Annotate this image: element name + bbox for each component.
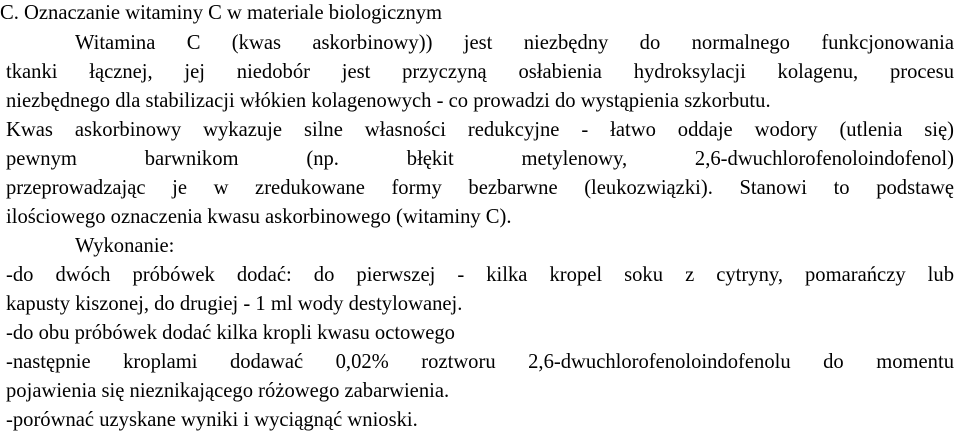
procedure-step-line: -porównać uzyskane wyniki i wyciągnąć wnioski. — [6, 409, 418, 431]
paragraph-line: ilościowego oznaczenia kwasu askorbinowego (witaminy C). — [6, 206, 512, 228]
procedure-step-line: -do dwóch próbówek dodać: do pierwszej - kilka kropel soku z cytryny, pomarańczy lub — [6, 264, 954, 286]
procedure-step-line: -następnie kroplami dodawać 0,02% roztworu 2,6-dwuchlorofenoloindofenolu do momentu — [6, 351, 954, 373]
procedure-step-line: pojawienia się nieznikającego różowego zabarwienia. — [6, 380, 450, 402]
paragraph-line: Kwas askorbinowy wykazuje silne własności redukcyjne - łatwo oddaje wodory (utlenia się) — [6, 119, 954, 141]
paragraph-line: niezbędnego dla stabilizacji włókien kolagenowych - co prowadzi do wystąpienia szkorbutu. — [6, 90, 771, 112]
section-heading: C. Oznaczanie witaminy C w materiale biologicznym — [0, 2, 443, 24]
paragraph-line: pewnym barwnikom (np. błękit metylenowy, 2,6-dwuchlorofenoloindofenol) — [6, 148, 954, 170]
paragraph-line: Witamina C (kwas askorbinowy)) jest niezbędny do normalnego funkcjonowania — [75, 32, 954, 54]
procedure-heading: Wykonanie: — [75, 235, 175, 257]
procedure-step-line: kapusty kiszonej, do drugiej - 1 ml wody destylowanej. — [6, 293, 463, 315]
paragraph-line: przeprowadzając je w zredukowane formy bezbarwne (leukozwiązki). Stanowi to podstawę — [6, 177, 954, 199]
paragraph-line: tkanki łącznej, jej niedobór jest przyczyną osłabienia hydroksylacji kolagenu, procesu — [6, 61, 954, 83]
procedure-step-line: -do obu próbówek dodać kilka kropli kwasu octowego — [6, 322, 455, 344]
